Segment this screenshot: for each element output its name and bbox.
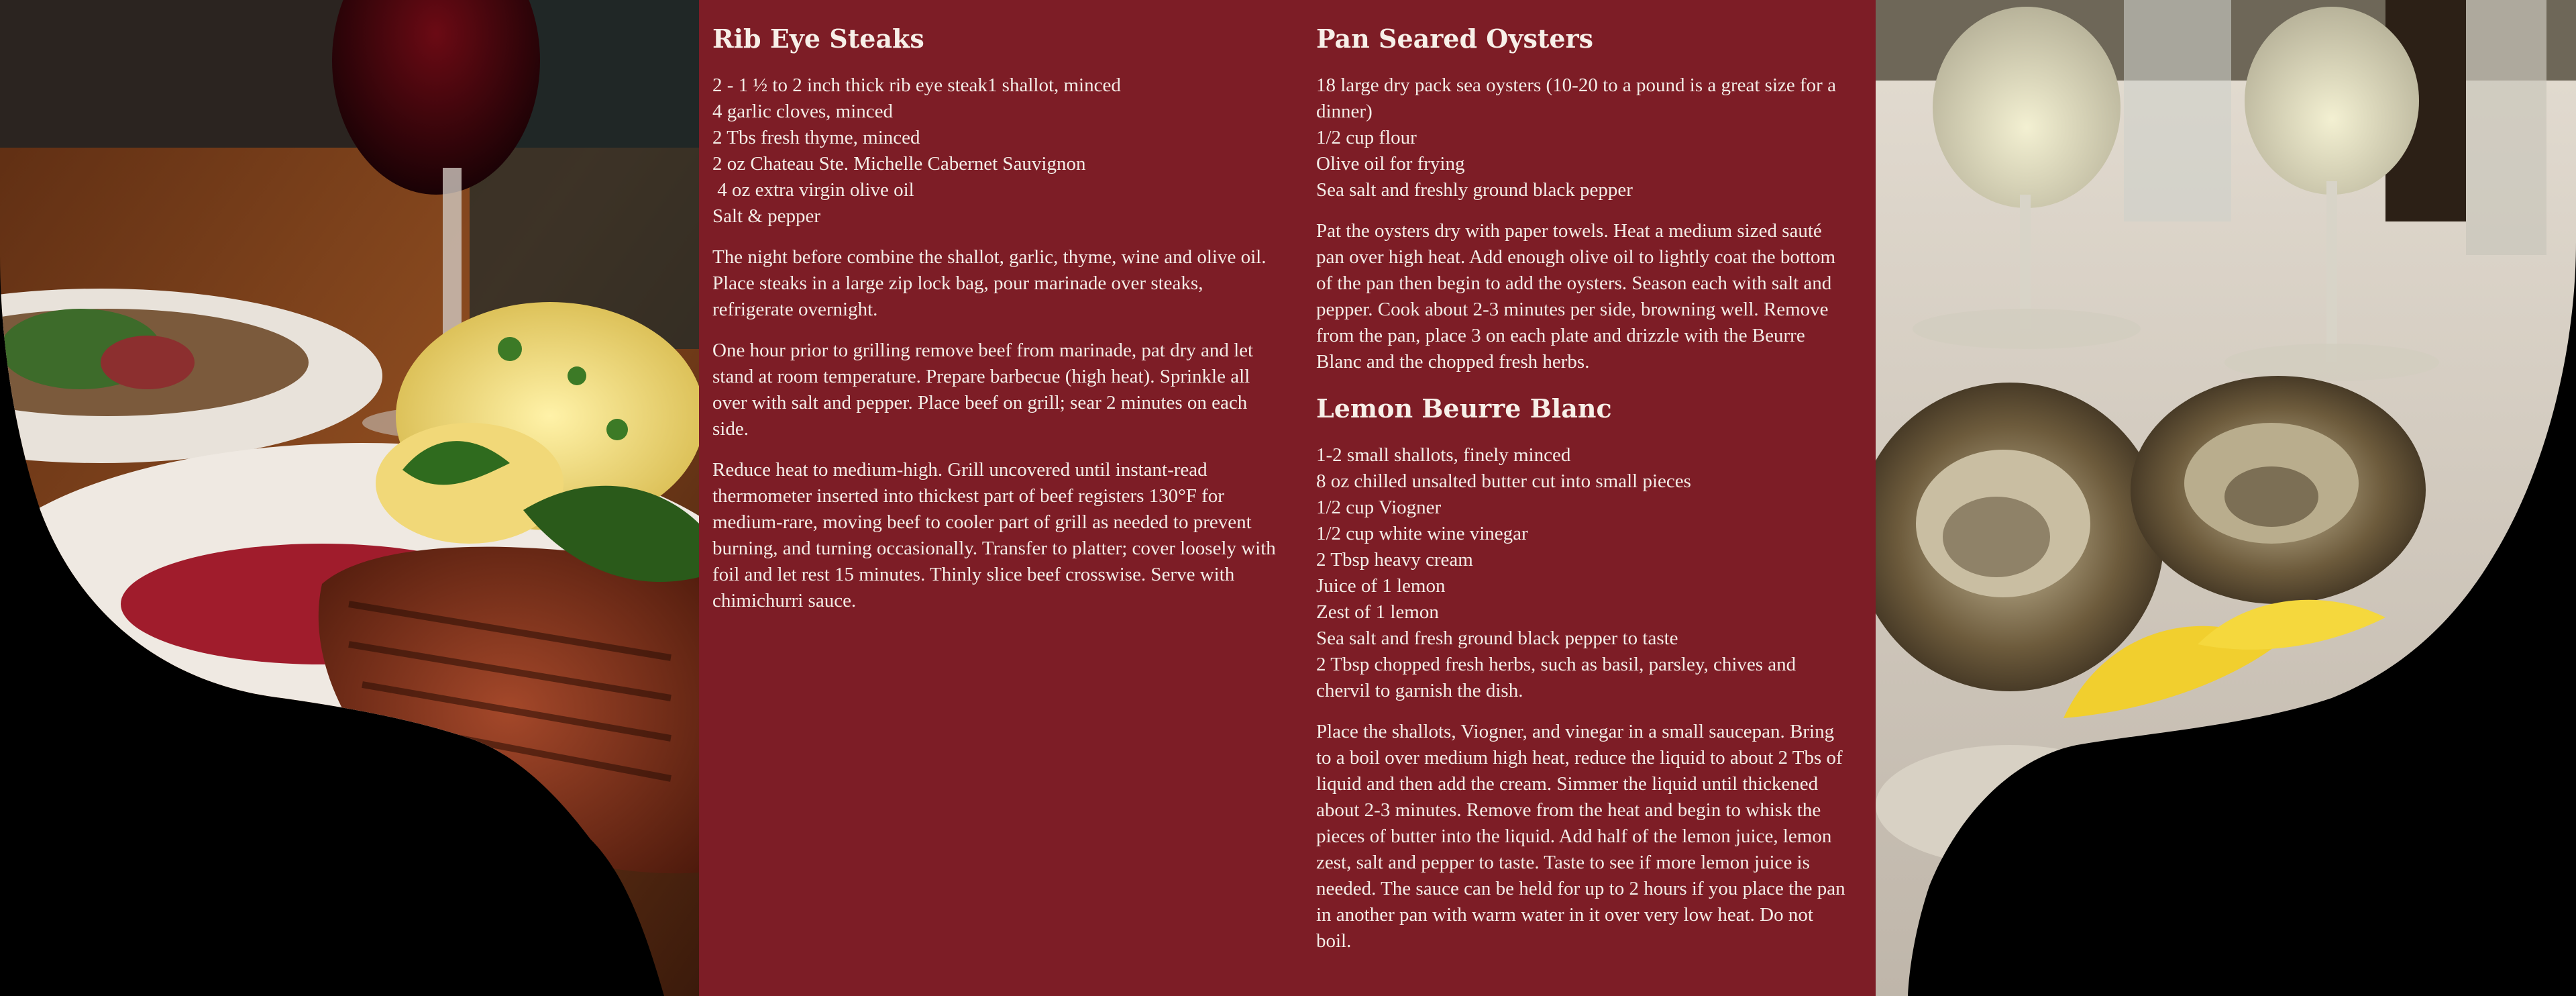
oysters-title: Pan Seared Oysters: [1316, 23, 1593, 54]
ingredient: 8 oz chilled unsalted butter cut into small pieces: [1316, 470, 1691, 492]
ingredient: 2 Tbs fresh thyme, minced: [712, 127, 920, 148]
rib-eye-recipe: [712, 20, 1283, 629]
ingredient: 2 - 1 ½ to 2 inch thick rib eye steak1 shallot, minced: [712, 74, 1121, 96]
ingredient: 2 oz Chateau Ste. Michelle Cabernet Sauvignon: [712, 153, 1086, 175]
ingredient: Zest of 1 lemon: [1316, 601, 1439, 623]
ingredient: 4 garlic cloves, minced: [712, 101, 893, 122]
ingredient: 2 Tbsp heavy cream: [1316, 549, 1473, 570]
beurre-blanc-ingredients: [1316, 442, 1853, 704]
ingredient: Sea salt and fresh ground black pepper to taste: [1316, 628, 1678, 649]
ingredient: 4 oz extra virgin olive oil: [712, 179, 914, 201]
ingredient: 18 large dry pack sea oysters (10-20 to a pound is a great size for a dinner): [1316, 74, 1836, 122]
rib-eye-title: Rib Eye Steaks: [712, 23, 924, 54]
ingredient: 1/2 cup flour: [1316, 127, 1417, 148]
ingredient: Sea salt and freshly ground black pepper: [1316, 179, 1633, 201]
oysters-recipe: [1316, 20, 1853, 969]
oysters-step: Pat the oysters dry with paper towels. Heat a medium sized sauté pan over high heat. Add enough olive oil to lightly coat the bottom of the pan then begin to add the oysters. Season each with salt and pepper. Cook about 2-3 minutes per side, browning well. Remove from the pan, place 3 on each plate and drizzle with the Beurre Blanc and the chopped fresh herbs.: [1316, 220, 1836, 372]
beurre-blanc-title: Lemon Beurre Blanc: [1316, 393, 1612, 424]
ingredient: 1/2 cup white wine vinegar: [1316, 523, 1528, 544]
steak-dinner-photo: [0, 0, 699, 996]
rib-eye-step: Reduce heat to medium-high. Grill uncovered until instant-read thermometer inserted into thickest part of beef registers 130°F for medium-rare, moving beef to cooler part of grill as needed to prevent burning, and turning occasionally. Transfer to platter; cover loosely with foil and let rest 15 minutes. Thinly slice beef crosswise. Serve with chimichurri sauce.: [712, 459, 1276, 611]
rib-eye-step: One hour prior to grilling remove beef from marinade, pat dry and let stand at room temperature. Prepare barbecue (high heat). Sprinkle all over with salt and pepper. Place beef on grill; sear 2 minutes on each side.: [712, 340, 1254, 440]
oysters-ingredients: [1316, 72, 1853, 203]
ingredient: 2 Tbsp chopped fresh herbs, such as basil, parsley, chives and chervil to garnish the dish.: [1316, 654, 1796, 701]
beurre-blanc-step: Place the shallots, Viogner, and vinegar in a small saucepan. Bring to a boil over medium high heat, reduce the liquid to about 2 Tbs of liquid and then add the cream. Simmer the liquid until thickened about 2-3 minutes. Remove from the heat and begin to whisk the pieces of butter into the liquid. Add half of the lemon juice, lemon zest, salt and pepper to taste. Taste to see if more lemon juice is needed. The sauce can be held for up to 2 hours if you place the pan in another pan with warm water in it over very low heat. Do not boil.: [1316, 721, 1845, 952]
recipe-panel: [699, 0, 1876, 996]
ingredient: Olive oil for frying: [1316, 153, 1465, 175]
rib-eye-step: The night before combine the shallot, garlic, thyme, wine and olive oil. Place steaks in a large zip lock bag, pour marinade over steaks, refrigerate overnight.: [712, 246, 1267, 320]
ingredient: 1-2 small shallots, finely minced: [1316, 444, 1571, 466]
ingredient: Juice of 1 lemon: [1316, 575, 1446, 597]
ingredient: Salt & pepper: [712, 205, 821, 227]
rib-eye-ingredients: [712, 72, 1283, 230]
oysters-wine-photo: [1876, 0, 2576, 996]
ingredient: 1/2 cup Viogner: [1316, 497, 1442, 518]
